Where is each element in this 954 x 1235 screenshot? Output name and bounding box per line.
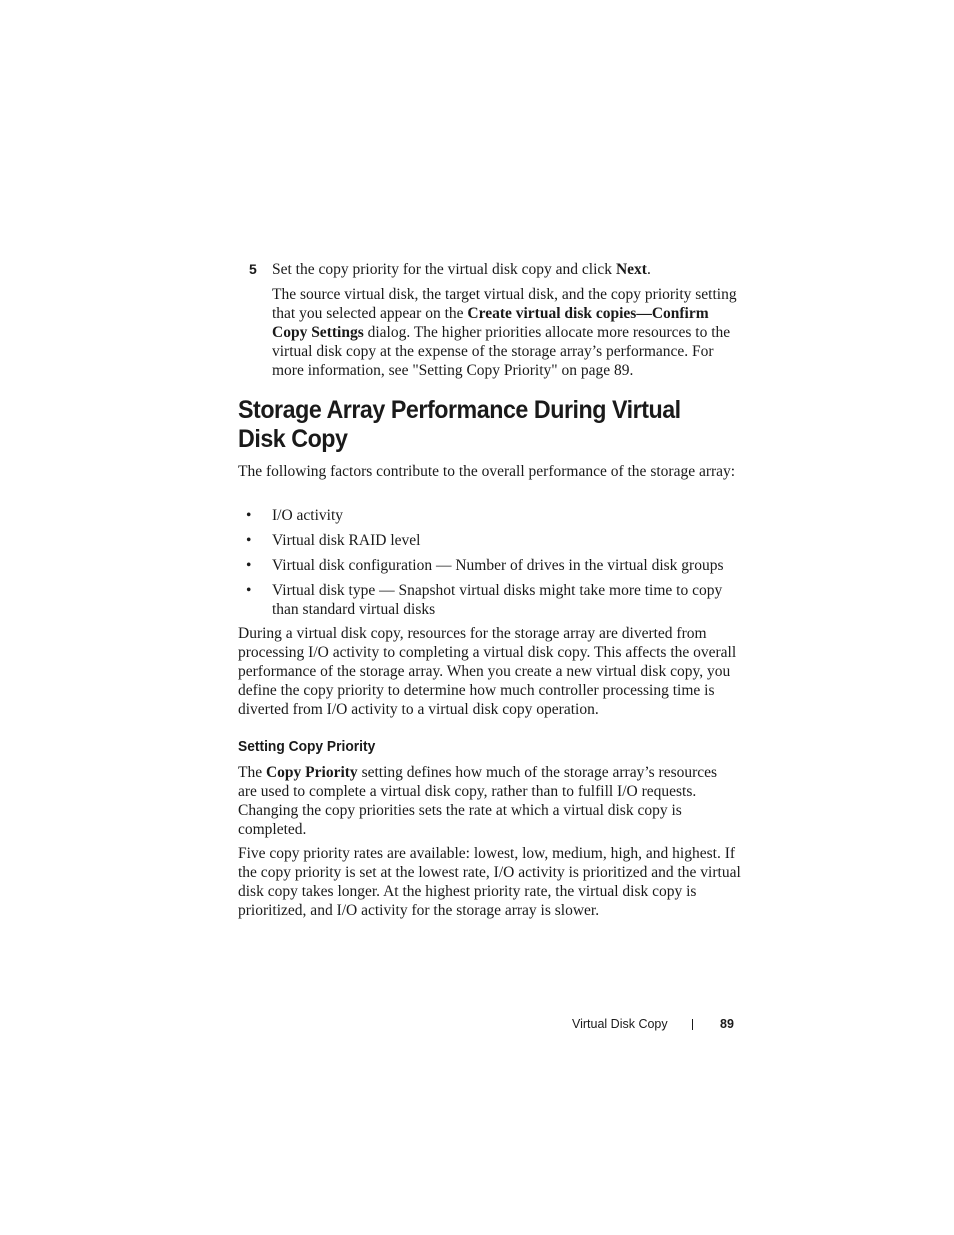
step-explanation-rest: dialog. The higher priorities allocate more resources to the virtual disk copy at the expense of the storage array’s performance. For more information, see "Setting Copy Priority" on page 89.: [272, 324, 731, 379]
footer-divider: [692, 1019, 693, 1030]
step-instruction: [272, 260, 742, 279]
step-instruction-text: Set the copy priority for the virtual disk copy and click: [272, 261, 616, 278]
copy-priority-paragraph: [238, 763, 738, 839]
list-item: [238, 506, 748, 525]
list-item-text: Virtual disk configuration — Number of drives in the virtual disk groups: [272, 557, 724, 574]
step-explanation-text: The source virtual disk, the target virtual disk, and the copy priority setting that you selected appear on the: [272, 286, 737, 322]
bullet-icon: •: [246, 557, 252, 574]
list-item-text: Virtual disk RAID level: [272, 532, 421, 549]
copy-priority-term: Copy Priority: [265, 764, 358, 781]
chapter-title: Virtual Disk Copy: [572, 1017, 668, 1031]
section-heading: Storage Array Performance During Virtual Disk Copy: [238, 396, 681, 453]
step-instruction-end: .: [646, 261, 651, 278]
list-item: [238, 531, 748, 550]
subsection-heading: Setting Copy Priority: [238, 738, 376, 755]
section-intro: The following factors contribute to the overall performance of the storage array:: [238, 463, 736, 480]
bullet-icon: •: [246, 507, 252, 524]
list-item: [238, 581, 748, 619]
page-number: 89: [720, 1017, 734, 1031]
factor-list: [238, 506, 748, 625]
list-item: [238, 556, 748, 575]
copy-priority-text: The: [238, 764, 266, 781]
copy-priority-rest: setting defines how much of the storage array’s resources are used to complete a virtual disk copy, rather than to fulfill I/O requests. Changing the copy priorities sets the rate at which a virtual disk copy is completed.: [238, 764, 718, 838]
step-number: 5: [249, 261, 257, 277]
bullet-icon: •: [246, 582, 252, 599]
priority-rates-paragraph: Five copy priority rates are available: lowest, low, medium, high, and highest. If the copy priority is set at the lowest rate, I/O activity is prioritized and the virtual disk copy takes longer. At the highest priority rate, the virtual disk copy is prioritized, and I/O activity for the storage array is slower.: [238, 845, 741, 919]
bullet-icon: •: [246, 532, 252, 549]
next-label: Next: [615, 261, 647, 278]
dialog-name: Create virtual disk copies—Confirm Copy Settings: [272, 305, 709, 341]
section-paragraph: During a virtual disk copy, resources for the storage array are diverted from processing I/O activity to completing a virtual disk copy. This affects the overall performance of the storage array. When you create a new virtual disk copy, you define the copy priority to determine how much controller processing time is diverted from I/O activity to a virtual disk copy operation.: [238, 625, 737, 718]
list-item-text: Virtual disk type — Snapshot virtual disks might take more time to copy than standard virtual disks: [272, 582, 723, 618]
step-explanation: [272, 285, 742, 380]
list-item-text: I/O activity: [272, 507, 344, 524]
